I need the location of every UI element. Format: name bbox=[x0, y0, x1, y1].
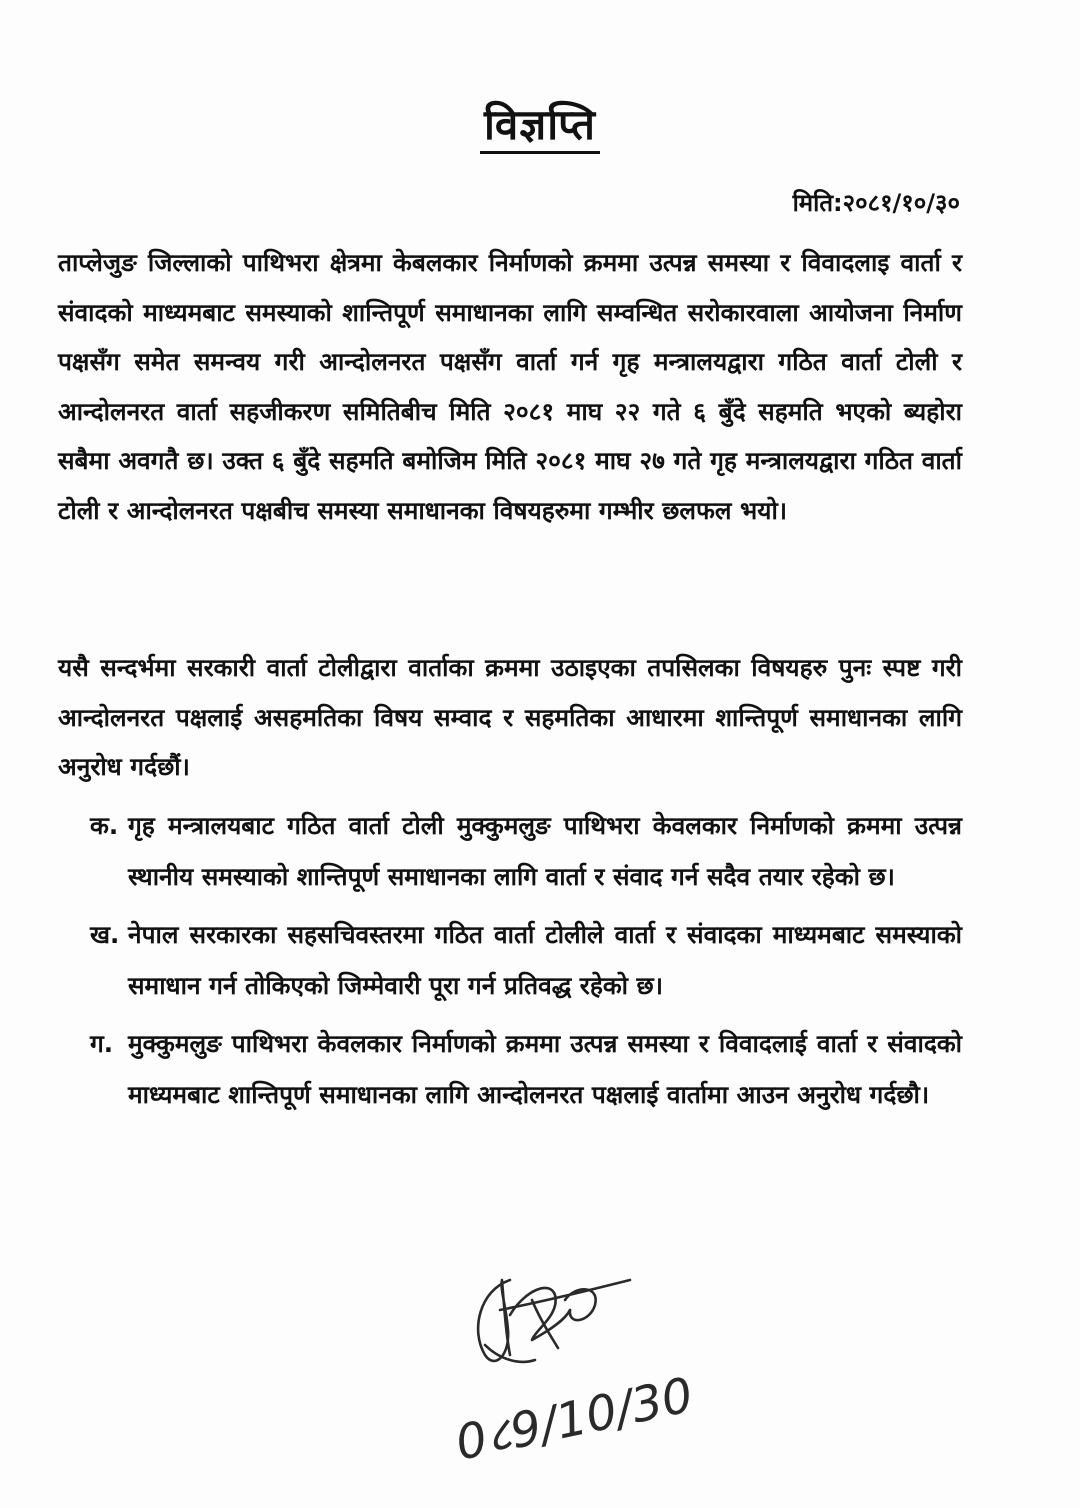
notice-title-text: विज्ञप्ति bbox=[480, 100, 600, 154]
list-item bbox=[90, 800, 962, 902]
notice-title bbox=[0, 95, 1080, 152]
handwritten-signature bbox=[440, 1260, 740, 1500]
paragraph-request: यसै सन्दर्भमा सरकारी वार्ता टोलीद्वारा वार्ताका क्रममा उठाइएका तपसिलका विषयहरु पुनः स्पष्ट गरी आन्दोलनरत पक्षलाई असहमतिका विषय सम्वाद र सहमतिका आधारमा शान्तिपूर्ण समाधानका लागि अनुरोध गर्दछौं। bbox=[58, 653, 962, 781]
list-item-text: मुक्कुमलुङ पाथिभरा केवलकार निर्माणको क्रममा उत्पन्न समस्या र विवादलाई वार्ता र संवादको माध्यमबाट शान्तिपूर्ण समाधानका लागि आन्दोलनरत पक्षलाई वार्तामा आउन अनुरोध गर्दछौ। bbox=[128, 1029, 962, 1109]
paragraph-intro: ताप्लेजुङ जिल्लाको पाथिभरा क्षेत्रमा केबलकार निर्माणको क्रममा उत्पन्न समस्या र विवादलाइ वार्ता र संवादको माध्यमबाट समस्याको शान्तिपूर्ण समाधानका लागि सम्वन्धित सरोकारवाला आयोजना निर्माण पक्षसँग समेत समन्वय गरी आन्दोलनरत पक्षसँग वार्ता गर्न गृह मन्त्रालयद्वारा गठित वार्ता टोली र आन्दोलनरत वार्ता सहजीकरण समितिबीच मिति २०८१ माघ २२ गते ६ बुँदे सहमति भएको ब्यहोरा सबैमा अवगतै छ। उक्त ६ बुँदे सहमति बमोजिम मिति २०८१ माघ २७ गते गृह मन्त्रालयद्वारा गठित वार्ता टोली र आन्दोलनरत पक्षबीच समस्या समाधानका विषयहरुमा गम्भीर छलफल भयो। bbox=[58, 248, 962, 525]
signature-date: 0८9/10/30 bbox=[450, 1366, 698, 1472]
list-item bbox=[90, 1018, 962, 1120]
list-item-text: गृह मन्त्रालयबाट गठित वार्ता टोली मुक्कुमलुङ पाथिभरा केवलकार निर्माणको क्रममा उत्पन्न स्थानीय समस्याको शान्तिपूर्ण समाधानका लागि वार्ता र संवाद गर्न सदैव तयार रहेको छ। bbox=[128, 811, 962, 891]
list-item-marker: क. bbox=[90, 811, 119, 840]
list-item-text: नेपाल सरकारका सहसचिवस्तरमा गठित वार्ता टोलीले वार्ता र संवादका माध्यमबाट समस्याको समाधान गर्न तोकिएको जिम्मेवारी पूरा गर्न प्रतिवद्ध रहेको छ। bbox=[128, 920, 962, 1000]
points-list bbox=[90, 800, 962, 1127]
notice-date: मिति:२०८१/१०/३० bbox=[792, 189, 960, 217]
list-item bbox=[90, 909, 962, 1011]
list-item-marker: ख. bbox=[90, 920, 120, 949]
list-item-marker: ग. bbox=[90, 1029, 114, 1058]
